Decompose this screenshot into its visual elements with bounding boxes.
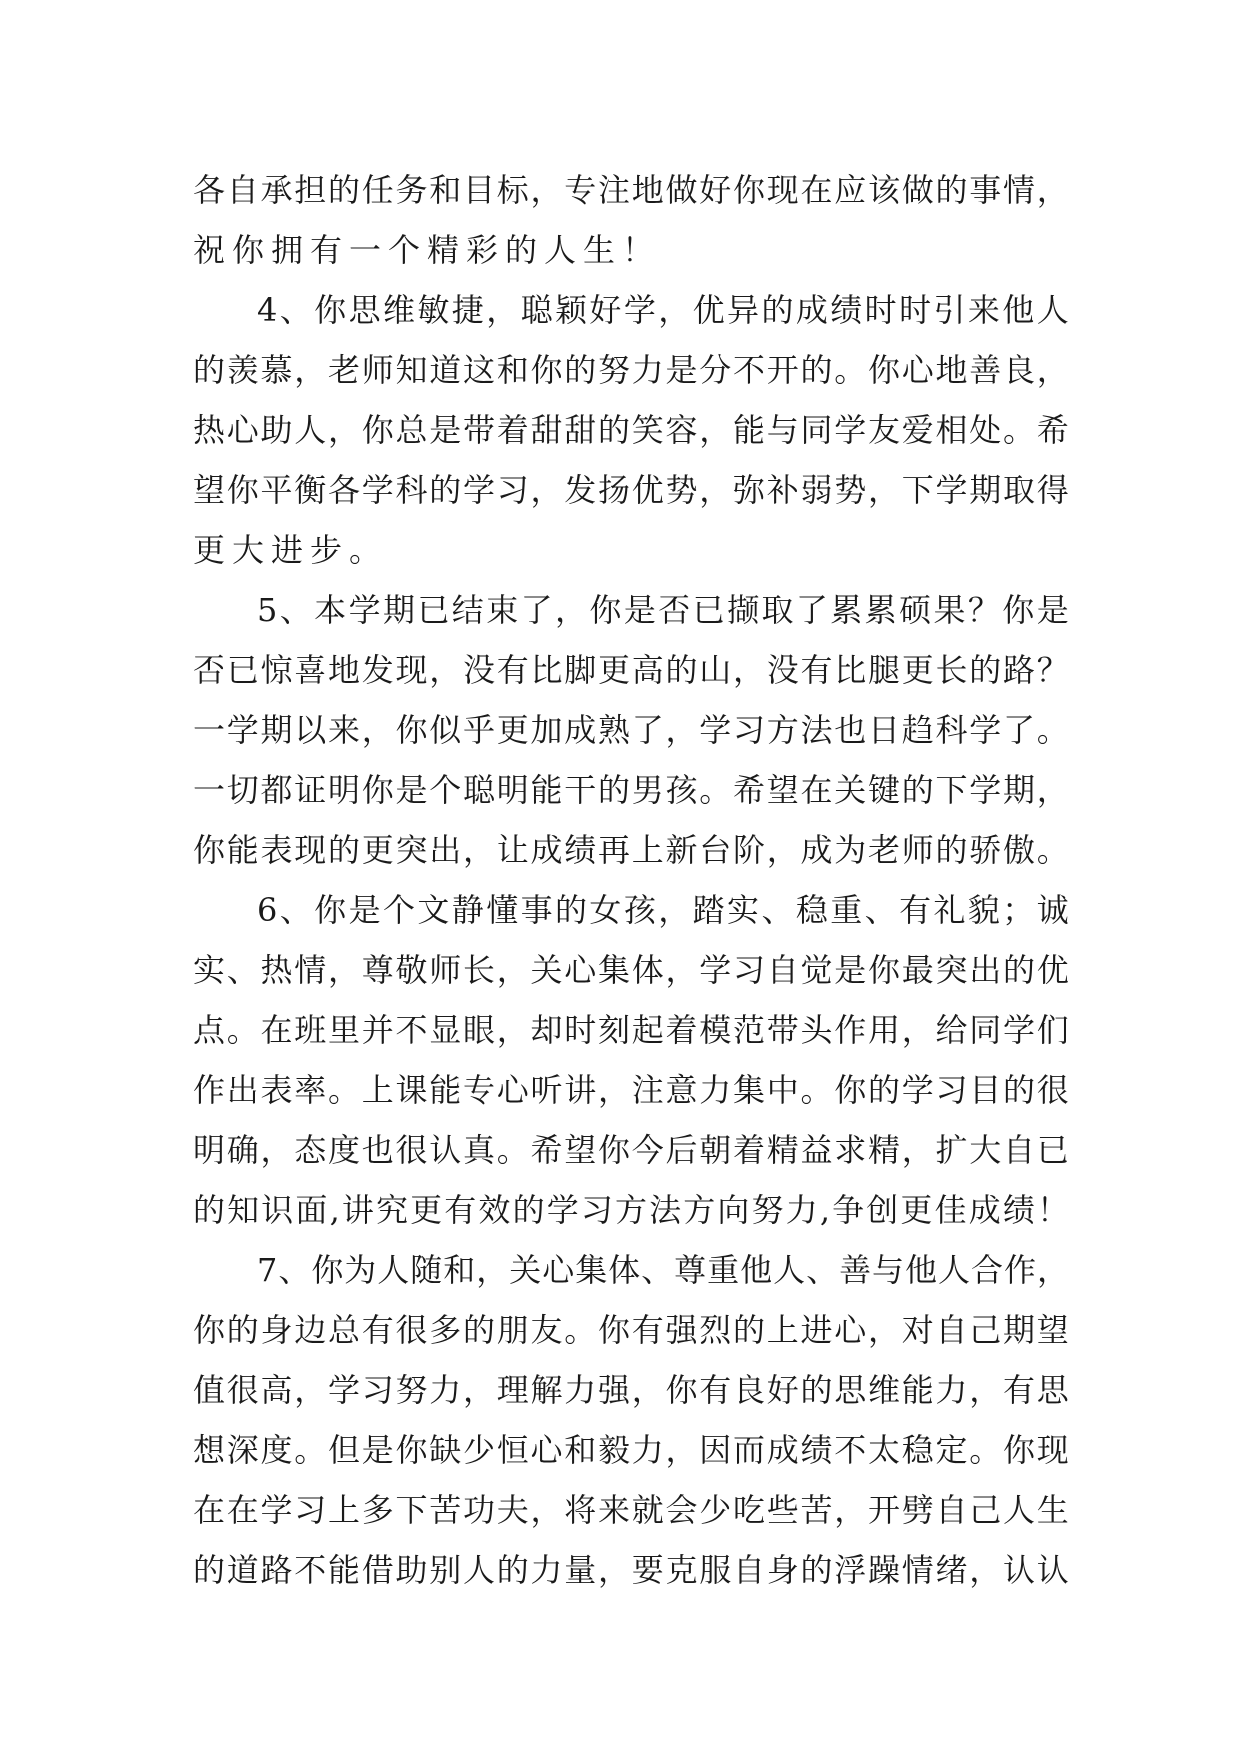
text-line: 的 道 路 不 能 借 助 别 人 的 力 量 ， 要 克 服 自 身 的 浮 躁 情 绪 ， 认 认 bbox=[193, 1551, 1069, 1589]
text-line: 更大进步。 bbox=[193, 531, 389, 569]
text-line: 想 深 度 。 但 是 你 缺 少 恒 心 和 毅 力 ， 因 而 成 绩 不 太 稳 定 。 你 现 bbox=[193, 1431, 1069, 1469]
text-line: 你 能 表 现 的 更 突 出 ， 让 成 绩 再 上 新 台 阶 ， 成 为 老 师 的 骄 傲 。 bbox=[193, 831, 1069, 869]
text-line: 5 、 本 学 期 已 结 束 了 ， 你 是 否 已 撷 取 了 累 累 硕 果 ？ 你 是 bbox=[257, 591, 1069, 629]
text-line: 的 知 识 面 , 讲 究 更 有 效 的 学 习 方 法 方 向 努 力 , 争 创 更 佳 成 绩 ！ bbox=[193, 1191, 1069, 1229]
text-line: 热 心 助 人 ， 你 总 是 带 着 甜 甜 的 笑 容 ， 能 与 同 学 友 爱 相 处 。 希 bbox=[193, 411, 1069, 449]
text-line: 的 羡 慕 ， 老 师 知 道 这 和 你 的 努 力 是 分 不 开 的 。 你 心 地 善 良 ， bbox=[193, 351, 1069, 389]
text-line: 望 你 平 衡 各 学 科 的 学 习 ， 发 扬 优 势 ， 弥 补 弱 势 ， 下 学 期 取 得 bbox=[193, 471, 1069, 509]
text-line: 6 、 你 是 个 文 静 懂 事 的 女 孩 ， 踏 实 、 稳 重 、 有 礼 貌 ； 诚 bbox=[257, 891, 1069, 929]
text-line: 点 。 在 班 里 并 不 显 眼 ， 却 时 刻 起 着 模 范 带 头 作 用 ， 给 同 学 们 bbox=[193, 1011, 1069, 1049]
text-line: 值 很 高 ， 学 习 努 力 ， 理 解 力 强 ， 你 有 良 好 的 思 维 能 力 ， 有 思 bbox=[193, 1371, 1069, 1409]
text-line: 祝你拥有一个精彩的人生！ bbox=[193, 231, 662, 269]
document-page bbox=[193, 160, 1069, 1600]
text-line: 作 出 表 率 。 上 课 能 专 心 听 讲 ， 注 意 力 集 中 。 你 的 学 习 目 的 很 bbox=[193, 1071, 1069, 1109]
text-line: 7 、 你 为 人 随 和 ， 关 心 集 体 、 尊 重 他 人 、 善 与 他 人 合 作 ， bbox=[257, 1251, 1069, 1289]
text-line: 在 在 学 习 上 多 下 苦 功 夫 ， 将 来 就 会 少 吃 些 苦 ， 开 劈 自 己 人 生 bbox=[193, 1491, 1069, 1529]
text-line: 4 、 你 思 维 敏 捷 ， 聪 颖 好 学 ， 优 异 的 成 绩 时 时 引 来 他 人 bbox=[257, 291, 1069, 329]
text-line: 各 自 承 担 的 任 务 和 目 标 ， 专 注 地 做 好 你 现 在 应 该 做 的 事 情 ， bbox=[193, 171, 1069, 209]
text-line: 你 的 身 边 总 有 很 多 的 朋 友 。 你 有 强 烈 的 上 进 心 ， 对 自 己 期 望 bbox=[193, 1311, 1069, 1349]
text-line: 一 切 都 证 明 你 是 个 聪 明 能 干 的 男 孩 。 希 望 在 关 键 的 下 学 期 ， bbox=[193, 771, 1069, 809]
text-line: 一 学 期 以 来 ， 你 似 乎 更 加 成 熟 了 ， 学 习 方 法 也 日 趋 科 学 了 。 bbox=[193, 711, 1069, 749]
text-line: 明 确 ， 态 度 也 很 认 真 。 希 望 你 今 后 朝 着 精 益 求 精 ， 扩 大 自 已 bbox=[193, 1131, 1069, 1169]
text-line: 否 已 惊 喜 地 发 现 ， 没 有 比 脚 更 高 的 山 ， 没 有 比 腿 更 长 的 路 ？ bbox=[193, 651, 1069, 689]
text-line: 实 、 热 情 ， 尊 敬 师 长 ， 关 心 集 体 ， 学 习 自 觉 是 你 最 突 出 的 优 bbox=[193, 951, 1069, 989]
